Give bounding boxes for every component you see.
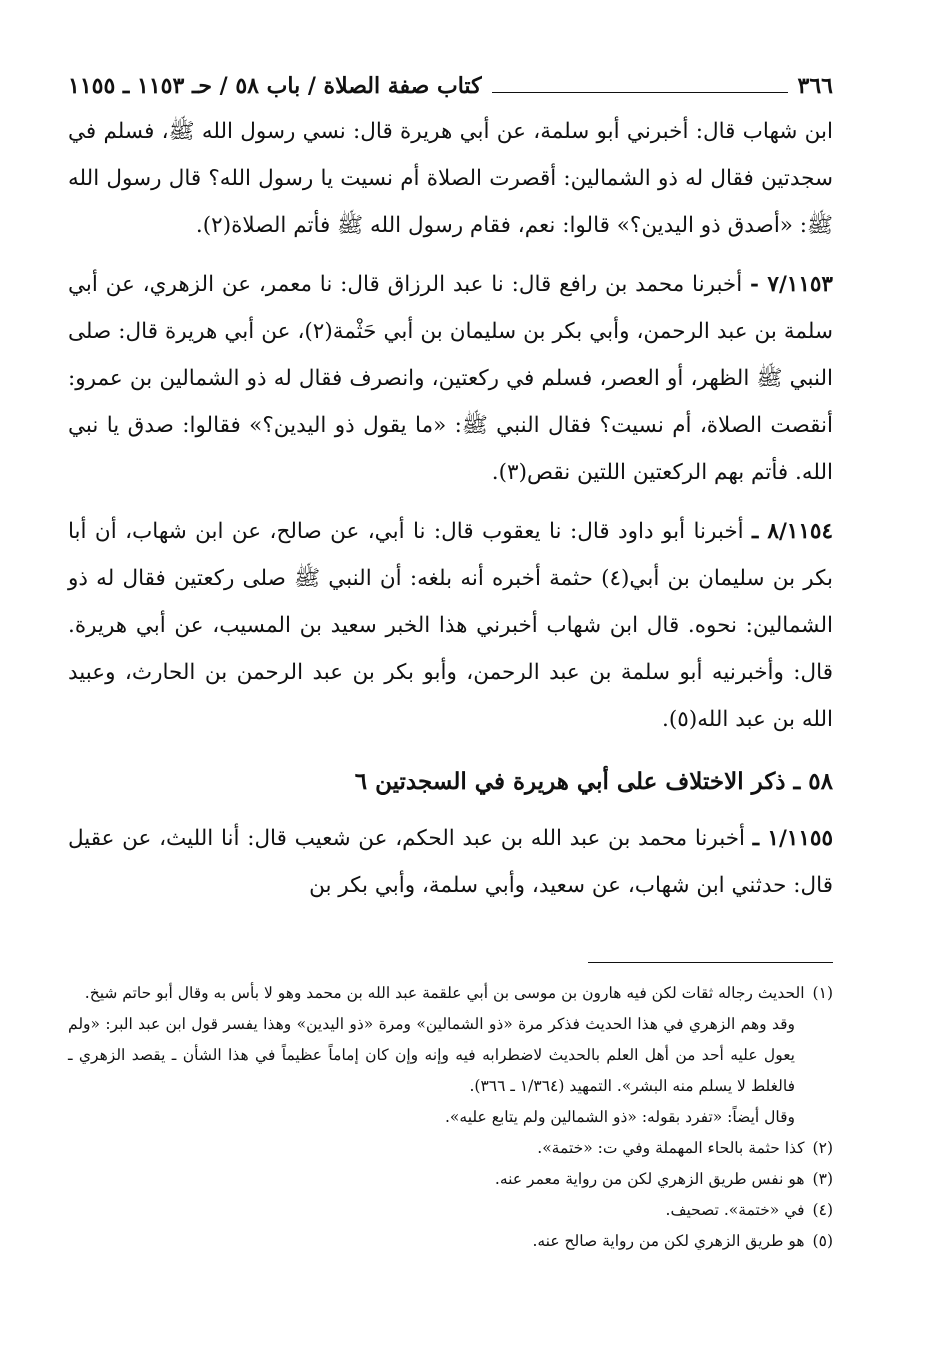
header-rule [492, 92, 788, 93]
footnote-separator [588, 962, 833, 963]
page-header [68, 70, 833, 102]
footnotes [68, 978, 833, 1257]
footnote-1 [68, 978, 833, 1009]
footnote-5 [68, 1226, 833, 1257]
footnote-3 [68, 1164, 833, 1195]
paragraph-continuation [68, 108, 833, 249]
hadith-1154 [68, 508, 833, 743]
footnote-1-continuation: وقال أيضاً: «تفرد بقوله: «ذو الشمالين ولم يتابع عليه». [445, 1108, 795, 1126]
footnote-1-continuation: وقد وهم الزهري في هذا الحديث فذكر مرة «ذو الشمالين» ومرة «ذو اليدين» وهذا يفسر قول ابن عبد البر: «ولم يعول عليه أحد من أهل العلم بالحديث لاضطرابه فيه وإنه وإن كان إماماً عظيماً في هذا الشأن ـ يقصد الزهري ـ فالغلط لا يسلم منه البشر». التمهيد (١/٣٦٤ ـ ٣٦٦). [68, 1015, 795, 1095]
hadith-1153 [68, 261, 833, 496]
footnote-text: كذا حثمة بالحاء المهملة وفي ت: «ختمة». [537, 1139, 805, 1157]
footnote-text: هو نفس طريق الزهري لكن من رواية معمر عنه. [494, 1170, 805, 1188]
hadith-number: ٨/١١٥٤ ـ [752, 519, 833, 544]
footnote-marker: (٣) [812, 1170, 833, 1188]
footnote-text: هو طريق الزهري لكن من رواية صالح عنه. [532, 1232, 805, 1250]
paragraph-text: ابن شهاب قال: أخبرني أبو سلمة، عن أبي هريرة قال: نسي رسول الله ﷺ، فسلم في سجدتين فقال له ذو الشمالين: أقصرت الصلاة أم نسيت يا رسول الله؟ قال رسول الله ﷺ: «أصدق ذو اليدين؟» قالوا: نعم، فقام رسول الله ﷺ فأتم الصلاة(٢). [68, 119, 833, 238]
book-page [68, 70, 833, 1330]
footnote-4 [68, 1195, 833, 1226]
hadith-text: أخبرنا أبو داود قال: نا يعقوب قال: نا أبي، عن صالح، عن ابن شهاب، أن أبا بكر بن سليمان بن أبي(٤) حثمة أخبره أنه بلغه: أن النبي ﷺ صلى ركعتين فقال له ذو الشمالين: نحوه. قال ابن شهاب أخبرني هذا الخبر سعيد بن المسيب، عن أبي هريرة. قال: وأخبرنيه أبو سلمة بن عبد الرحمن، وأبو بكر بن عبد الرحمن بن الحارث، وعبيد الله بن عبد الله(٥). [68, 519, 833, 732]
page-number: ٣٦٦ [797, 73, 833, 99]
footnote-2 [68, 1133, 833, 1164]
main-text [68, 108, 833, 909]
footnote-marker: (٢) [812, 1139, 833, 1157]
footnote-marker: (٤) [812, 1201, 833, 1219]
hadith-1155 [68, 815, 833, 909]
section-heading: ٥٨ ـ ذكر الاختلاف على أبي هريرة في السجدتين ٦ [354, 768, 833, 795]
footnote-marker: (١) [812, 984, 833, 1002]
footnote-text: الحديث رجاله ثقات لكن فيه هارون بن موسى بن أبي علقمة عبد الله بن محمد وهو لا بأس به وقال أبو حاتم شيخ. [84, 984, 805, 1002]
hadith-text: أخبرنا محمد بن عبد الله بن عبد الحكم، عن شعيب قال: أنا الليث، عن عقيل قال: حدثني ابن شهاب، عن سعيد، وأبي سلمة، وأبي بكر بن [68, 826, 833, 898]
hadith-number: ١/١١٥٥ ـ [752, 826, 833, 851]
hadith-number: ٧/١١٥٣ - [750, 272, 833, 297]
hadith-text: أخبرنا محمد بن رافع قال: نا عبد الرزاق قال: نا معمر، عن الزهري، عن أبي سلمة بن عبد الرحمن، وأبي بكر بن سليمان بن أبي حَثْمة(٢)، عن أبي هريرة قال: صلى النبي ﷺ الظهر، أو العصر، فسلم في ركعتين، وانصرف فقال له ذو الشمالين بن عمرو: أنقصت الصلاة، أم نسيت؟ فقال النبي ﷺ: «ما يقول ذو اليدين؟» فقالوا: صدق يا نبي الله. فأتم بهم الركعتين اللتين نقص(٣). [68, 272, 833, 485]
footnote-text: في «ختمة». تصحيف. [665, 1201, 805, 1219]
running-title: كتاب صفة الصلاة / باب ٥٨ / حـ ١١٥٣ ـ ١١٥٥ [68, 73, 482, 99]
footnote-marker: (٥) [812, 1232, 833, 1250]
